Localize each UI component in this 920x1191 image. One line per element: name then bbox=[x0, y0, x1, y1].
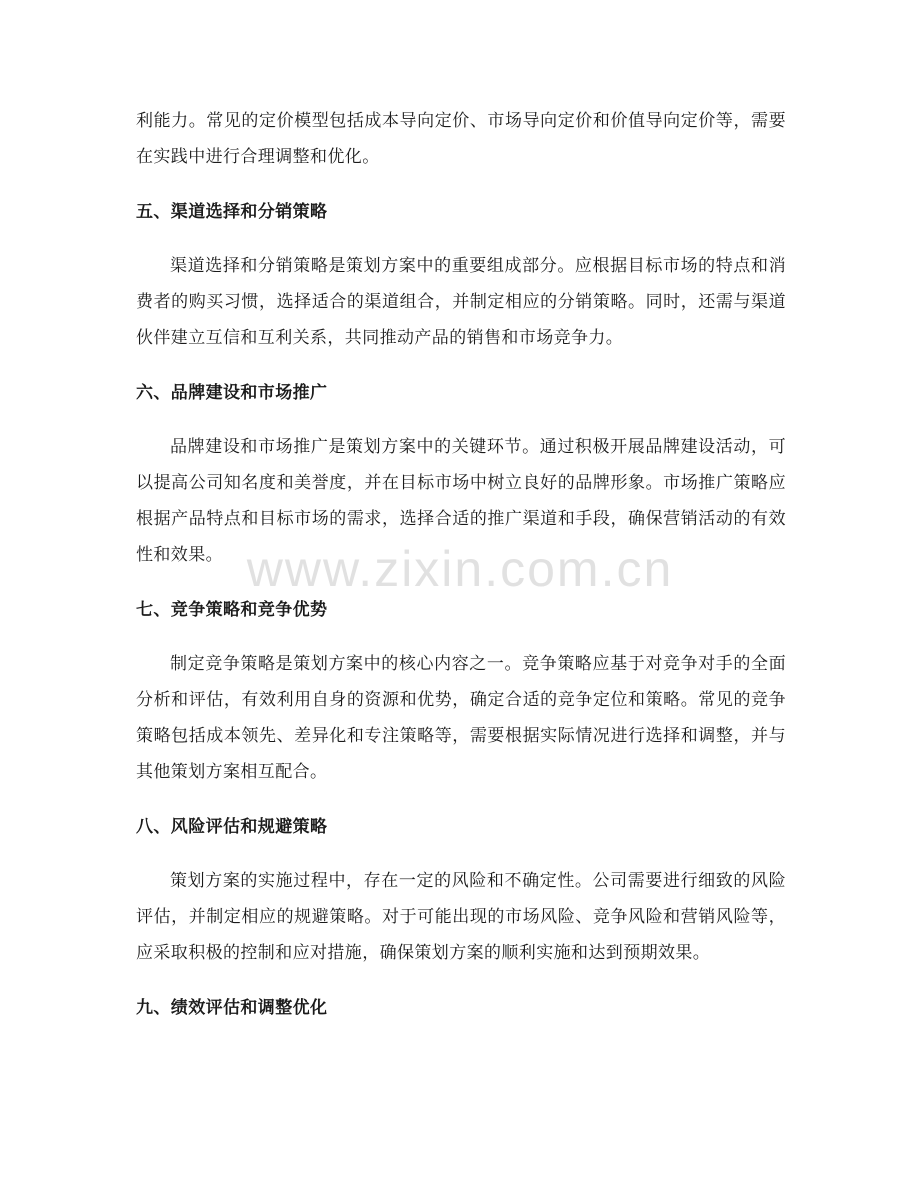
section-heading-9: 九、绩效评估和调整优化 bbox=[136, 998, 328, 1018]
section-body-7: 制定竞争策略是策划方案中的核心内容之一。竞争策略应基于对竞争对手的全面分析和评估，有效利用自身的资源和优势，确定合适的竞争定位和策略。常见的竞争策略包括成本领先、差异化和专注策略等，需要根据实际情况进行选择和调整，并与其他策划方案相互配合。 bbox=[136, 654, 786, 782]
section-heading-6: 六、品牌建设和市场推广 bbox=[136, 383, 328, 403]
section-heading-5: 五、渠道选择和分销策略 bbox=[136, 202, 328, 222]
intro-paragraph: 利能力。常见的定价模型包括成本导向定价、市场导向定价和价值导向定价等，需要在实践中进行合理调整和优化。 bbox=[136, 111, 786, 167]
document-body bbox=[136, 103, 786, 1026]
section-body-6: 品牌建设和市场推广是策划方案中的关键环节。通过积极开展品牌建设活动，可以提高公司知名度和美誉度，并在目标市场中树立良好的品牌形象。市场推广策略应根据产品特点和目标市场的需求，选择合适的推广渠道和手段，确保营销活动的有效性和效果。 bbox=[136, 437, 786, 565]
section-body-8: 策划方案的实施过程中，存在一定的风险和不确定性。公司需要进行细致的风险评估，并制定相应的规避策略。对于可能出现的市场风险、竞争风险和营销风险等，应采取积极的控制和应对措施，确保策划方案的顺利实施和达到预期效果。 bbox=[136, 871, 786, 963]
section-body-5: 渠道选择和分销策略是策划方案中的重要组成部分。应根据目标市场的特点和消费者的购买习惯，选择适合的渠道组合，并制定相应的分销策略。同时，还需与渠道伙伴建立互信和互利关系，共同推动产品的销售和市场竞争力。 bbox=[136, 256, 786, 348]
watermark: www.zixin.com.cn bbox=[246, 541, 674, 597]
section-heading-8: 八、风险评估和规避策略 bbox=[136, 817, 328, 837]
section-heading-7: 七、竞争策略和竞争优势 bbox=[136, 600, 328, 620]
